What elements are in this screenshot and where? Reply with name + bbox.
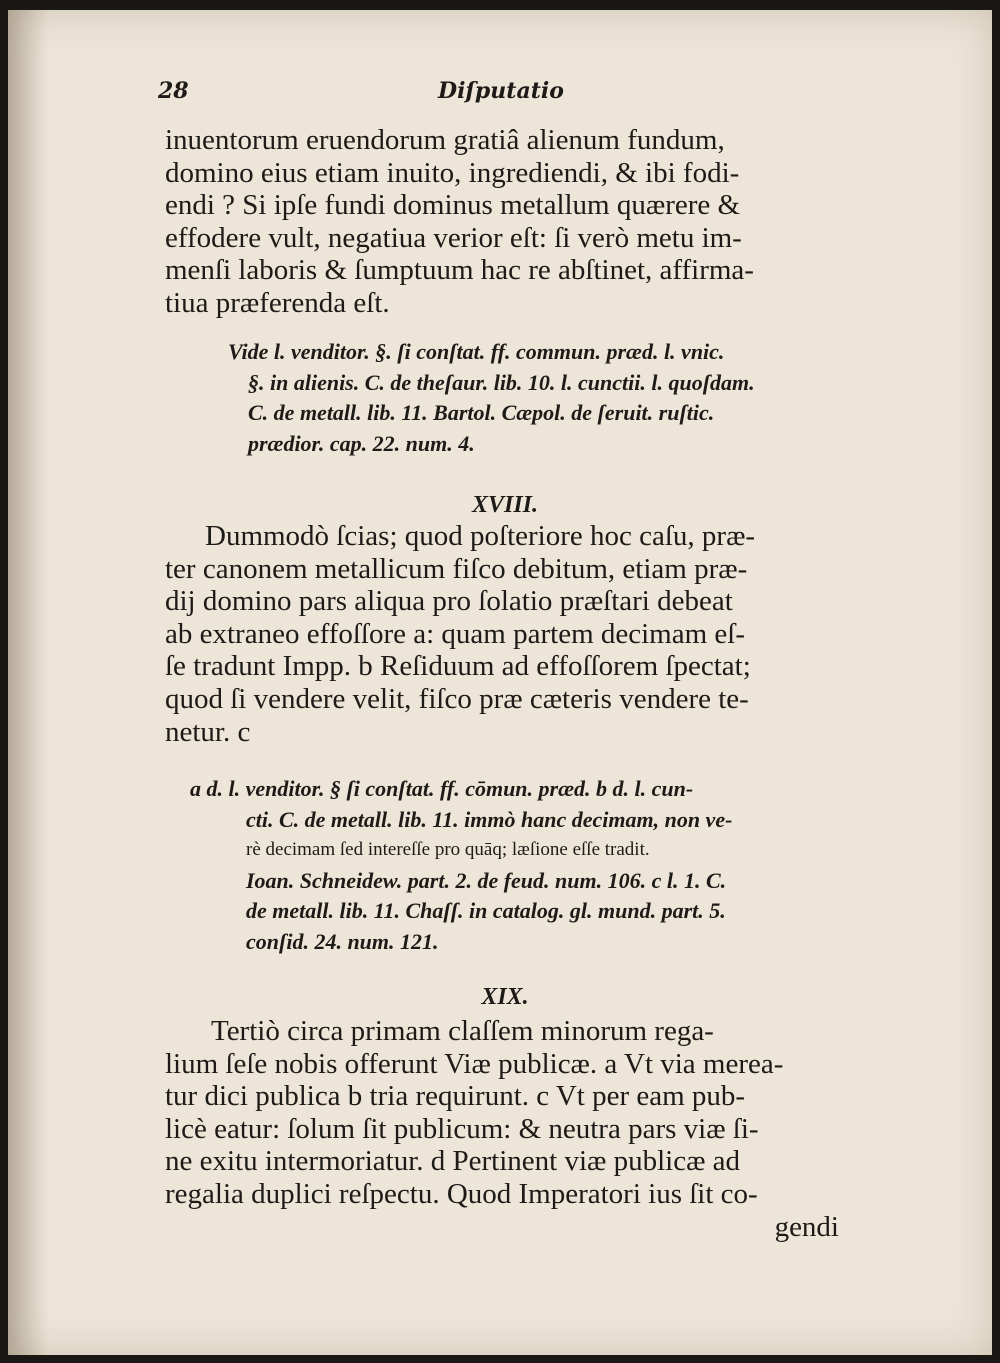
text-line: quod ſi vendere velit, fiſco præ cæteris vendere te- xyxy=(165,682,749,715)
section-heading-19: XIX. xyxy=(481,984,529,1010)
note-17 xyxy=(228,337,848,459)
section-18-text xyxy=(165,520,845,748)
page-gutter-shadow xyxy=(8,10,48,1355)
text-line: menſi laboris & ſumptuum hac re abſtinet, affirma- xyxy=(165,254,754,287)
section-17-text xyxy=(165,124,845,320)
note-line: Ioan. Schneidew. part. 2. de feud. num. 106. c l. 1. C. xyxy=(246,867,727,893)
note-line: a d. l. venditor. § ſi conſtat. ff. cōmun. præd. b d. l. cun- xyxy=(190,776,694,801)
text-line: lium ſeſe nobis offerunt Viæ publicæ. a Vt via merea- xyxy=(165,1047,784,1080)
text-line: dij domino pars aliqua pro ſolatio præſtari debeat xyxy=(165,585,733,618)
text-line: netur. c xyxy=(165,715,251,748)
note-18 xyxy=(190,774,850,958)
text-line: tiua præferenda eſt. xyxy=(165,286,390,319)
section-19-text xyxy=(165,1015,845,1243)
text-line: ab extraneo effoſſore a: quam partem decimam eſ- xyxy=(165,617,745,650)
text-line: ter canonem metallicum fiſco debitum, etiam præ- xyxy=(165,552,748,585)
note-line: Vide l. venditor. §. ſi conſtat. ff. commun. præd. l. vnic. xyxy=(228,339,725,364)
section-heading-18: XVIII. xyxy=(471,492,539,518)
note-line: C. de metall. lib. 11. Bartol. Cæpol. de ſeruit. ruſtic. xyxy=(248,400,715,426)
note-line: cti. C. de metall. lib. 11. immò hanc decimam, non ve- xyxy=(246,806,733,832)
text-line: effodere vult, negatiua verior eſt: ſi verò metu im- xyxy=(165,221,742,254)
text-line: endi ? Si ipſe fundi dominus metallum quærere & xyxy=(165,189,741,222)
text-line: regalia duplici reſpectu. Quod Imperatori ius ſit co- xyxy=(165,1177,758,1210)
text-line: Dummodò ſcias; quod poſteriore hoc caſu, præ- xyxy=(205,520,756,552)
text-line: domino eius etiam inuito, ingrediendi, & ibi fodi- xyxy=(165,156,740,189)
text-line: inuentorum eruendorum gratiâ alienum fundum, xyxy=(165,124,725,156)
note-line: §. in alienis. C. de theſaur. lib. 10. l. cunctii. l. quoſdam. xyxy=(248,369,755,395)
text-line: licè eatur: ſolum ſit publicum: & neutra pars viæ ſi- xyxy=(165,1112,759,1145)
page-header xyxy=(158,78,838,114)
text-line: Tertiò circa primam claſſem minorum rega- xyxy=(211,1015,714,1047)
note-line: prædior. cap. 22. num. 4. xyxy=(248,430,475,456)
running-title: Diſputatio xyxy=(438,78,564,104)
text-line: tur dici publica b tria requirunt. c Vt per eam pub- xyxy=(165,1080,746,1113)
text-line: ne exitu intermoriatur. d Pertinent viæ publicæ ad xyxy=(165,1145,741,1178)
note-line: de metall. lib. 11. Chaſſ. in catalog. gl. mund. part. 5. xyxy=(246,898,726,924)
page-number: 28 xyxy=(158,78,189,104)
catchword: gendi xyxy=(774,1210,839,1243)
note-line: conſid. 24. num. 121. xyxy=(246,928,439,954)
note-line: rè decimam ſed intereſſe pro quāq; læſione eſſe tradit. xyxy=(246,839,650,861)
text-line: ſe tradunt Impp. b Reſiduum ad effoſſorem ſpectat; xyxy=(165,650,751,683)
